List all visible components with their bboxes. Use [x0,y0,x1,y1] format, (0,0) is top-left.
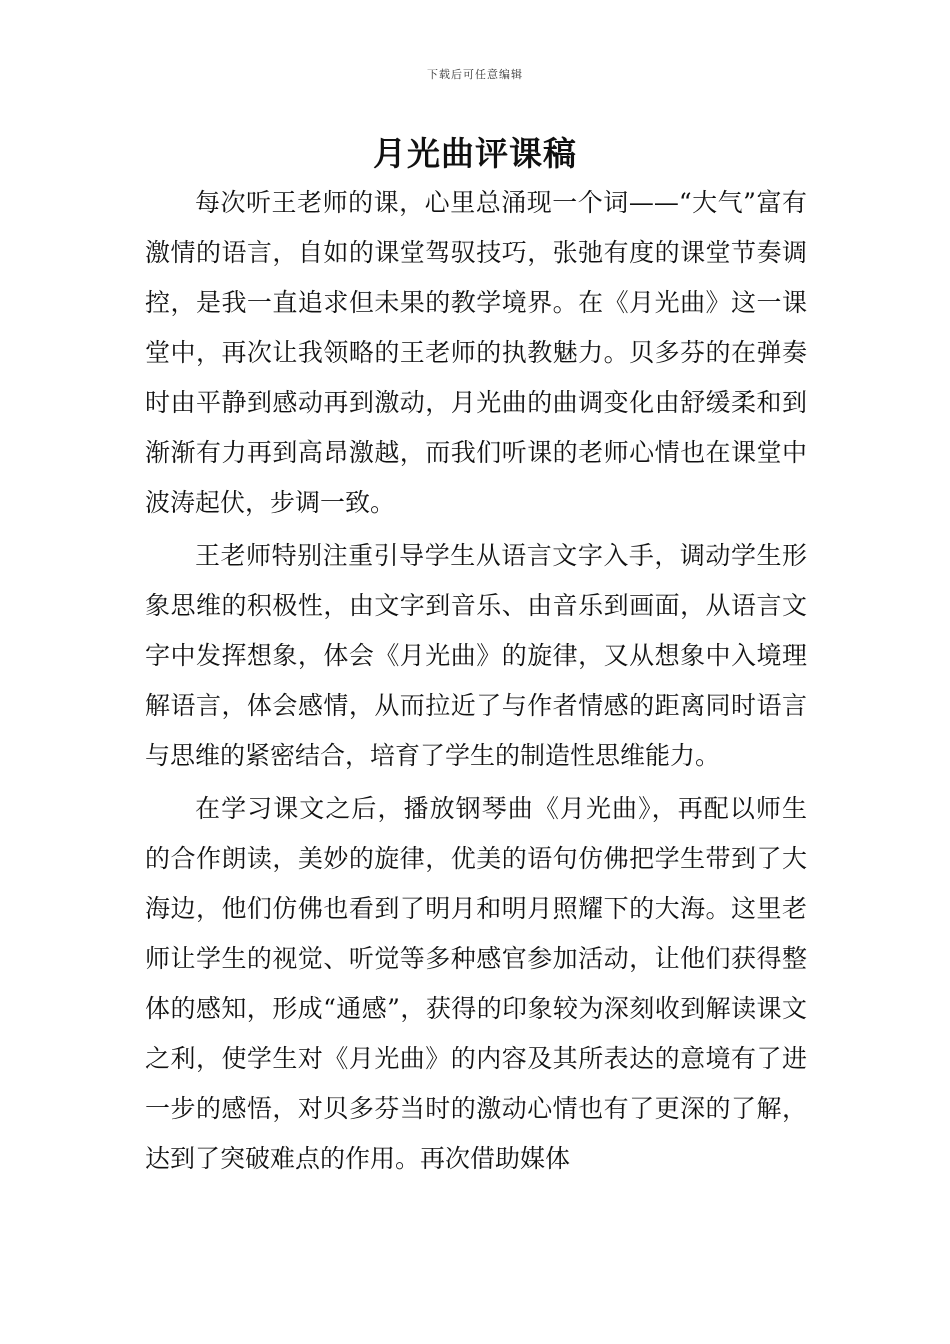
document-body [145,178,807,1184]
header-note: 下载后可任意编辑 [427,68,523,81]
paragraph-3: 在学习课文之后，播放钢琴曲《月光曲》，再配以师生的合作朗读，美妙的旋律，优美的语句仿佛把学生带到了大海边，他们仿佛也看到了明月和明月照耀下的大海。这里老师让学生的视觉、听觉等多种感官参加活动，让他们获得整体的感知，形成“通感”，获得的印象较为深刻收到解读课文之利，使学生对《月光曲》的内容及其所表达的意境有了进一步的感悟，对贝多芬当时的激动心情也有了更深的了解，达到了突破难点的作用。再次借助媒体 [145,794,807,1173]
page-title: 月光曲评课稿 [373,134,577,173]
paragraph-1: 每次听王老师的课，心里总涌现一个词——“大气”富有激情的语言，自如的课堂驾驭技巧，张弛有度的课堂节奏调控，是我一直追求但未果的教学境界。在《月光曲》这一课堂中，再次让我领略的王老师的执教魅力。贝多芬的在弹奏时由平静到感动再到激动，月光曲的曲调变化由舒缓柔和到渐渐有力再到高昂激越，而我们听课的老师心情也在课堂中波涛起伏，步调一致。 [145,188,807,517]
paragraph-2: 王老师特别注重引导学生从语言文字入手，调动学生形象思维的积极性，由文字到音乐、由音乐到画面，从语言文字中发挥想象，体会《月光曲》的旋律，又从想象中入境理解语言，体会感情，从而拉近了与作者情感的距离同时语言与思维的紧密结合，培育了学生的制造性思维能力。 [145,541,807,770]
